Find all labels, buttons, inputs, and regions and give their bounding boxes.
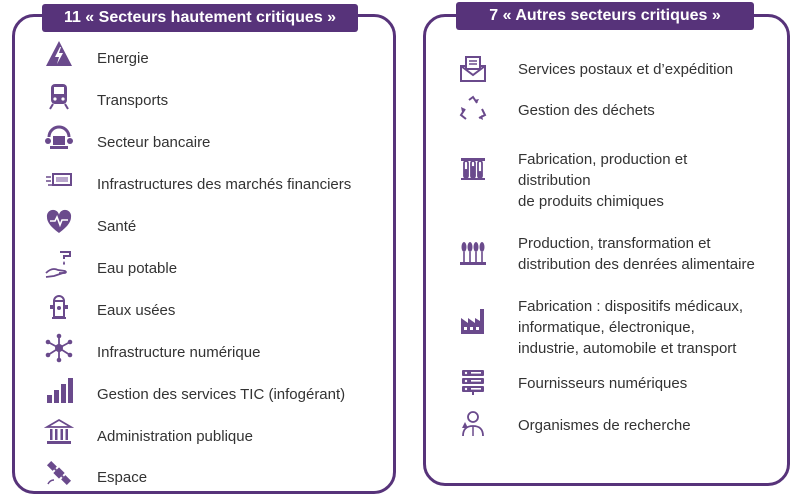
recycle-icon [457, 93, 489, 125]
heart-pulse-icon [43, 206, 75, 238]
left-item-label: Eaux usées [97, 302, 176, 319]
server-icon [457, 366, 489, 398]
scientist-icon [457, 407, 489, 439]
left-panel-title: 11 « Secteurs hautement critiques » [42, 4, 358, 32]
left-item-label: Infrastructure numérique [97, 344, 261, 361]
factory-icon [457, 305, 489, 337]
right-item-label: Services postaux et d’expédition [518, 61, 734, 78]
hydrant-icon [43, 290, 75, 322]
wheat-icon [457, 237, 489, 269]
right-panel-title: 7 « Autres secteurs critiques » [456, 2, 754, 30]
right-item-label: Fabrication : dispositifs médicaux, informatique, électronique, industrie, automobile et transport [518, 298, 744, 357]
left-item-label: Secteur bancaire [97, 134, 211, 151]
left-item-label: Eau potable [97, 260, 178, 277]
lightning-icon [43, 38, 75, 70]
network-nodes-icon [43, 332, 75, 364]
right-item-label: Organismes de recherche [518, 417, 691, 434]
left-item-label: Espace [97, 469, 148, 486]
left-item-label: Energie [97, 50, 149, 67]
signal-bars-icon [43, 374, 75, 406]
right-item-label: Fournisseurs numériques [518, 375, 688, 392]
banknotes-icon [43, 164, 75, 196]
right-item-label: Fabrication, production et distribution de produits chimiques [518, 151, 688, 210]
left-item-label: Santé [97, 218, 137, 235]
right-item-label: Gestion des déchets [518, 102, 655, 119]
government-building-icon [43, 416, 75, 448]
mail-envelope-icon [457, 53, 489, 85]
train-icon [43, 80, 75, 112]
right-item-label: Production, transformation et distribution des denrées alimentaire [518, 235, 755, 273]
left-item-label: Infrastructures des marchés financiers [97, 176, 352, 193]
water-tap-hand-icon [43, 248, 75, 280]
left-item-label: Transports [97, 92, 169, 109]
left-item-label: Administration publique [97, 428, 253, 445]
test-tubes-icon [457, 152, 489, 184]
left-item-label: Gestion des services TIC (infogérant) [97, 386, 346, 403]
satellite-icon [43, 457, 75, 489]
bank-coins-icon [43, 122, 75, 154]
